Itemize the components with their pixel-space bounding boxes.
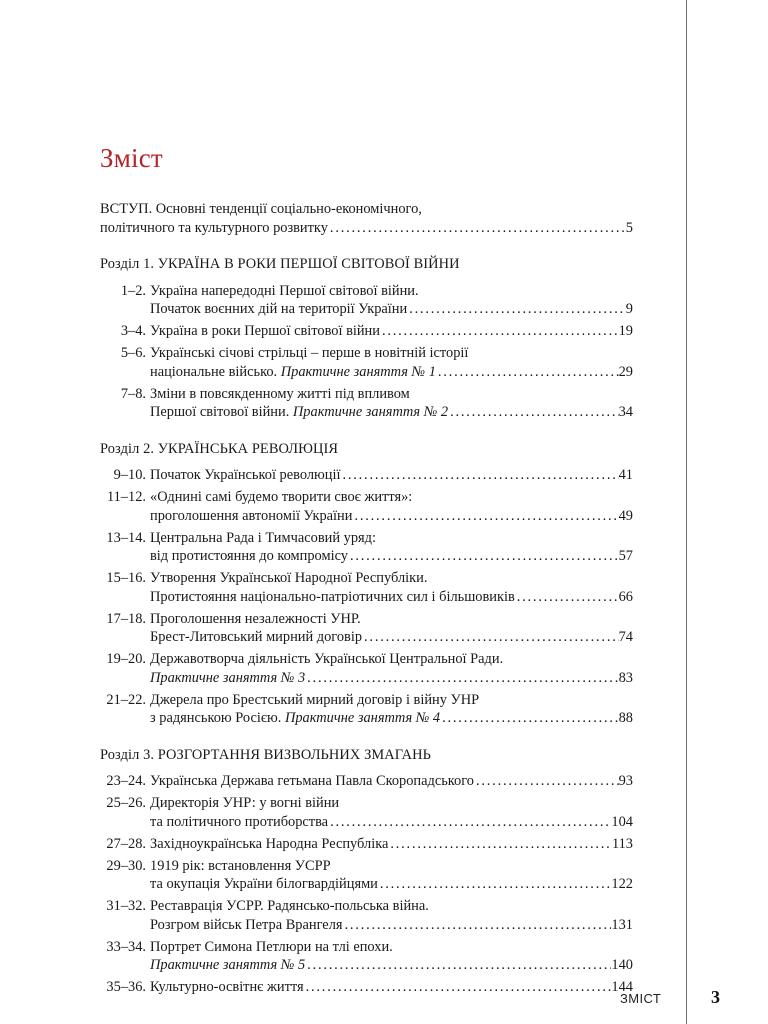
page-number: 93 — [618, 773, 633, 789]
page-number: 104 — [611, 813, 633, 830]
toc-entry[interactable] — [100, 610, 633, 647]
toc-entry[interactable] — [100, 650, 633, 687]
paragraph-range: 35–36. — [106, 979, 146, 995]
toc-last-line — [100, 219, 633, 238]
toc-entry-text: Розгром військ Петра Врангеля — [150, 916, 343, 933]
toc-entry-text: Початок Української революції — [150, 467, 341, 483]
running-footer-label: ЗМІСТ — [620, 991, 662, 1006]
toc-entry-text-wrap — [150, 709, 440, 728]
toc-entry[interactable] — [100, 385, 633, 422]
toc-entry-body — [150, 569, 633, 606]
toc-entry-text: проголошення автономії України — [150, 507, 353, 524]
paragraph-range: 7–8. — [120, 385, 146, 402]
toc-entry-text: та політичного протиборства — [150, 813, 329, 830]
toc-entry[interactable] — [100, 569, 633, 606]
paragraph-range: 33–34. — [106, 938, 146, 955]
toc-entry-text: Західноукраїнська Народна Республіка — [150, 835, 389, 852]
paragraph-range: 9–10. — [113, 467, 146, 483]
toc-entry-body — [150, 529, 633, 566]
toc-line: Портрет Симона Петлюри на тлі епохи. — [150, 938, 393, 955]
paragraph-range: 3–4. — [120, 323, 146, 339]
dot-leader — [304, 978, 612, 997]
paragraph-range: 17–18. — [106, 610, 146, 627]
page-number: 9 — [625, 301, 633, 317]
dot-leader — [474, 772, 619, 791]
toc-line: Реставрація УСРР. Радянсько-польська війна. — [150, 898, 429, 914]
toc-entry-text-wrap — [150, 835, 388, 854]
toc-entry-text: національне військо. — [150, 363, 281, 380]
toc-entry-text-wrap — [150, 322, 380, 341]
toc-section — [100, 746, 633, 997]
toc-entry-body — [150, 466, 633, 485]
page-number: 49 — [618, 507, 633, 524]
toc-last-line — [150, 709, 633, 728]
toc-entry-text-wrap — [150, 300, 407, 319]
toc-entry-body — [150, 385, 633, 422]
toc-last-line — [150, 466, 633, 485]
paragraph-range: 29–30. — [106, 857, 146, 874]
table-of-contents — [100, 200, 633, 1015]
toc-entry-text-wrap — [150, 466, 340, 485]
toc-line: Українські січові стрільці – перше в новітній історії — [150, 345, 469, 361]
toc-entry-text: від протистояння до компромісу — [150, 548, 348, 564]
toc-last-line — [150, 875, 633, 894]
dot-leader — [362, 628, 619, 647]
toc-entry-text-wrap — [150, 403, 448, 422]
toc-line: Зміни в повсякденному житті під впливом — [150, 385, 410, 402]
dot-leader — [440, 709, 618, 728]
toc-entry[interactable] — [100, 835, 633, 854]
page-number: 144 — [611, 979, 633, 995]
toc-entry-text-wrap — [150, 956, 305, 975]
page-title: Зміст — [100, 143, 163, 173]
paragraph-range: 27–28. — [106, 835, 146, 852]
dot-leader — [388, 835, 612, 854]
toc-entry-text-wrap — [150, 547, 348, 566]
toc-entry-body — [150, 282, 633, 319]
toc-entry[interactable] — [100, 978, 633, 997]
dot-leader — [348, 547, 619, 566]
toc-entry[interactable] — [100, 466, 633, 485]
dot-leader — [328, 813, 611, 832]
toc-entry-body — [150, 610, 633, 647]
dot-leader — [305, 669, 618, 688]
toc-entry-text-wrap — [150, 669, 305, 688]
toc-last-line — [150, 813, 633, 832]
toc-last-line — [150, 403, 633, 422]
dot-leader — [340, 466, 618, 485]
page-number: 122 — [611, 876, 633, 892]
toc-entry-text: Протистояння національно-патріотичних сил і більшовиків — [150, 588, 515, 605]
folio-page-number: 3 — [711, 987, 720, 1007]
dot-leader — [448, 403, 619, 422]
toc-entry-text: Брест-Литовський мирний договір — [150, 629, 363, 645]
toc-line: 1919 рік: встановлення УСРР — [150, 857, 331, 874]
toc-entry-text-wrap — [150, 507, 352, 526]
dot-leader — [352, 507, 618, 526]
toc-last-line — [150, 322, 633, 341]
practical-lesson-label: Практичне заняття № 2 — [292, 404, 449, 420]
toc-entry-text: Початок воєнних дій на території України — [150, 301, 408, 317]
right-margin-rule — [686, 0, 687, 1024]
toc-entry-body — [150, 488, 633, 525]
page-number: 140 — [611, 957, 633, 973]
toc-entry-body — [150, 650, 633, 687]
toc-entry[interactable] — [100, 794, 633, 831]
page-number: 19 — [618, 323, 633, 339]
paragraph-range: 21–22. — [106, 691, 146, 708]
toc-last-line — [150, 588, 633, 607]
toc-entry-body — [150, 835, 633, 854]
toc-line: Джерела про Брестський мирний договір і війну УНР — [150, 691, 480, 708]
dot-leader — [328, 219, 626, 238]
toc-line: Державотворча діяльність Української Центральної Ради. — [150, 651, 504, 667]
toc-line: «Однині самі будемо творити своє життя»: — [150, 489, 413, 505]
toc-entry[interactable] — [100, 529, 633, 566]
toc-entry[interactable] — [100, 282, 633, 319]
toc-entry[interactable] — [100, 938, 633, 975]
paragraph-range: 19–20. — [106, 651, 146, 667]
dot-leader — [305, 956, 611, 975]
toc-line: Центральна Рада і Тимчасовий уряд: — [150, 529, 376, 546]
dot-leader — [378, 875, 612, 894]
toc-last-line — [150, 956, 633, 975]
page-number: 66 — [618, 588, 633, 605]
toc-entry-text-wrap — [150, 875, 378, 894]
toc-entry-text: Першої світової війни. — [150, 404, 293, 420]
toc-entry[interactable] — [100, 857, 633, 894]
toc-entry[interactable] — [100, 488, 633, 525]
toc-sections — [100, 255, 633, 997]
page-number: 113 — [611, 835, 633, 852]
page-number: 88 — [618, 710, 633, 726]
toc-entry-text-wrap — [150, 628, 362, 647]
toc-entry-body — [150, 897, 633, 934]
section-heading[interactable]: Розділ 1. УКРАЇНА В РОКИ ПЕРШОЇ СВІТОВОЇ ВІЙНИ — [100, 256, 460, 272]
page-number: 5 — [625, 219, 633, 236]
section-heading[interactable]: Розділ 2. УКРАЇНСЬКА РЕВОЛЮЦІЯ — [100, 440, 339, 457]
toc-line: Директорія УНР: у вогні війни — [150, 795, 340, 811]
toc-line: Проголошення незалежності УНР. — [150, 610, 361, 627]
toc-entry-body — [150, 857, 633, 894]
paragraph-range: 25–26. — [106, 795, 146, 811]
page-number: 131 — [611, 916, 633, 933]
toc-entry[interactable] — [100, 691, 633, 728]
toc-section — [100, 255, 633, 422]
dot-leader — [436, 363, 619, 382]
paragraph-range: 31–32. — [106, 898, 146, 914]
toc-entry-text-wrap — [150, 772, 474, 791]
toc-entry-text-wrap — [150, 916, 343, 935]
toc-last-line — [150, 547, 633, 566]
toc-last-line — [150, 300, 633, 319]
toc-last-line — [150, 772, 633, 791]
section-heading[interactable]: Розділ 3. РОЗГОРТАННЯ ВИЗВОЛЬНИХ ЗМАГАНЬ — [100, 746, 431, 763]
toc-entry[interactable] — [100, 322, 633, 341]
toc-entry-body — [150, 938, 633, 975]
dot-leader — [343, 916, 612, 935]
page-number: 57 — [618, 548, 633, 564]
page-number: 83 — [618, 669, 633, 686]
toc-entry-body — [150, 344, 633, 381]
toc-entry-text-wrap — [150, 813, 328, 832]
toc-last-line — [150, 507, 633, 526]
practical-lesson-label: Практичне заняття № 3 — [150, 669, 306, 686]
toc-entry-body — [150, 772, 633, 791]
toc-entry-body — [150, 691, 633, 728]
paragraph-range: 11–12. — [106, 489, 146, 505]
toc-last-line — [150, 669, 633, 688]
paragraph-range: 15–16. — [106, 570, 146, 586]
toc-entry-text: Україна в роки Першої світової війни — [150, 323, 380, 339]
toc-last-line — [150, 628, 633, 647]
toc-last-line — [150, 978, 633, 997]
page-number: 41 — [618, 467, 633, 483]
dot-leader — [515, 588, 619, 607]
paragraph-range: 1–2. — [120, 282, 146, 299]
toc-entry-body — [150, 978, 633, 997]
toc-entry-text: та окупація України білогвардійцями — [150, 876, 378, 892]
toc-intro-entry[interactable] — [100, 200, 633, 237]
toc-last-line — [150, 835, 633, 854]
toc-entry-text: Українська Держава гетьмана Павла Скоропадського — [150, 773, 474, 789]
toc-entry-text: з радянською Росією. — [150, 710, 285, 726]
page-number: 34 — [618, 404, 633, 420]
toc-entry-body — [150, 794, 633, 831]
practical-lesson-label: Практичне заняття № 5 — [150, 957, 306, 973]
toc-entry[interactable] — [100, 772, 633, 791]
toc-entry[interactable] — [100, 897, 633, 934]
toc-line: Україна напередодні Першої світової війни. — [150, 282, 419, 299]
toc-entry-text-wrap — [150, 363, 436, 382]
practical-lesson-label: Практичне заняття № 4 — [284, 710, 441, 726]
dot-leader — [407, 300, 626, 319]
paragraph-range: 13–14. — [106, 529, 146, 546]
page-number: 74 — [618, 629, 633, 645]
paragraph-range: 5–6. — [120, 345, 146, 361]
dot-leader — [380, 322, 619, 341]
toc-entry-text-wrap — [150, 588, 515, 607]
toc-last-line — [150, 363, 633, 382]
toc-line: Утворення Української Народної Республіки. — [150, 570, 428, 586]
paragraph-range: 23–24. — [106, 773, 146, 789]
toc-last-line — [150, 916, 633, 935]
toc-line: ВСТУП. Основні тенденції соціально-економічного, — [100, 201, 422, 217]
page-number: 29 — [618, 363, 633, 380]
practical-lesson-label: Практичне заняття № 1 — [280, 363, 436, 380]
toc-entry[interactable] — [100, 344, 633, 381]
toc-entry-text: політичного та культурного розвитку — [100, 219, 328, 236]
toc-entry-text-wrap — [150, 978, 304, 997]
toc-entry-body — [150, 322, 633, 341]
toc-section — [100, 440, 633, 728]
toc-entry-text: Культурно-освітнє життя — [150, 979, 304, 995]
